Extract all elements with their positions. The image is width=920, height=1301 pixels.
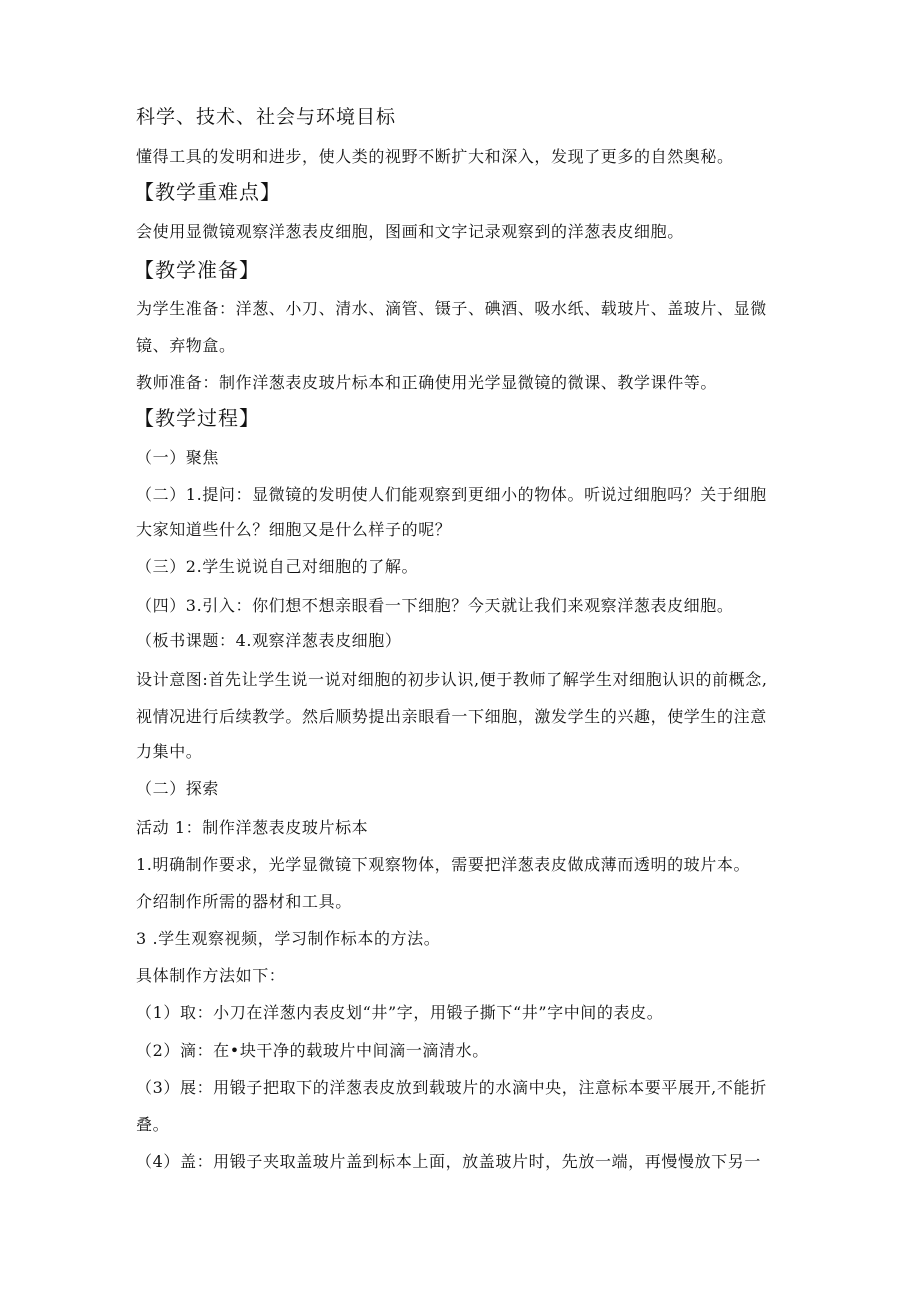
paragraph-line: （2）滴：在•块干净的载玻片中间滴一滴清水。 (136, 1041, 489, 1060)
paragraph-line: （二）探索 (136, 779, 220, 798)
paragraph-line: 3 .学生观察视频，学习制作标本的方法。 (136, 929, 441, 948)
paragraph-line: 为学生准备：洋葱、小刀、清水、滴管、镊子、碘酒、吸水纸、载玻片、盖玻片、显微 (136, 299, 767, 318)
paragraph-line: （三）2.学生说说自己对细胞的了解。 (136, 557, 419, 576)
paragraph-line: （一）聚焦 (136, 448, 220, 467)
paragraph-line: 介绍制作所需的器材和工具。 (136, 892, 352, 911)
paragraph-line: 会使用显微镜观察洋葱表皮细胞，图画和文字记录观察到的洋葱表皮细胞。 (136, 222, 684, 241)
paragraph-line: 力集中。 (136, 742, 203, 761)
paragraph-line: 懂得工具的发明和进步，使人类的视野不断扩大和深入，发现了更多的自然奥秘。 (136, 147, 734, 166)
paragraph-line: （二）1.提问：显微镜的发明使人们能观察到更细小的物体。听说过细胞吗？关于细胞 (136, 485, 767, 504)
paragraph-line: 1.明确制作要求，光学显微镜下观察物体，需要把洋葱表皮做成薄而透明的玻片本。 (136, 855, 751, 874)
paragraph-line: 教师准备：制作洋葱表皮玻片标本和正确使用光学显微镜的微课、教学课件等。 (136, 373, 718, 392)
paragraph-line: （4）盖：用锻子夹取盖玻片盖到标本上面，放盖玻片时，先放一端，再慢慢放下另一 (136, 1152, 761, 1171)
paragraph-line: 设计意图:首先让学生说一说对细胞的初步认识,便于教师了解学生对细胞认识的前概念, (136, 670, 768, 689)
paragraph-line: 叠。 (136, 1115, 170, 1134)
heading-process: 【教学过程】 (134, 406, 260, 430)
paragraph-line: 视情况进行后续教学。然后顺势提出亲眼看一下细胞，激发学生的兴趣，使学生的注意 (136, 707, 767, 726)
paragraph-line: 大家知道些什么？细胞又是什么样子的呢？ (136, 520, 452, 539)
paragraph-line: （1）取：小刀在洋葱内表皮划“井”字，用锻子撕下“井”字中间的表皮。 (136, 1003, 664, 1022)
heading-preparation: 【教学准备】 (134, 258, 260, 282)
heading-key-points: 【教学重难点】 (134, 180, 281, 204)
paragraph-line: （3）展：用锻子把取下的洋葱表皮放到载玻片的水滴中央，注意标本要平展开,不能折 (136, 1078, 767, 1097)
paragraph-line: 活动 1：制作洋葱表皮玻片标本 (136, 818, 369, 837)
paragraph-line: （板书课题：4.观察洋葱表皮细胞） (136, 631, 402, 650)
paragraph-line: （四）3.引入：你们想不想亲眼看一下细胞？今天就让我们来观察洋葱表皮细胞。 (136, 596, 734, 615)
paragraph-line: 镜、弃物盒。 (136, 336, 236, 355)
paragraph-line: 具体制作方法如下： (136, 966, 286, 985)
section-title-sts-goals: 科学、技术、社会与环境目标 (136, 106, 397, 128)
